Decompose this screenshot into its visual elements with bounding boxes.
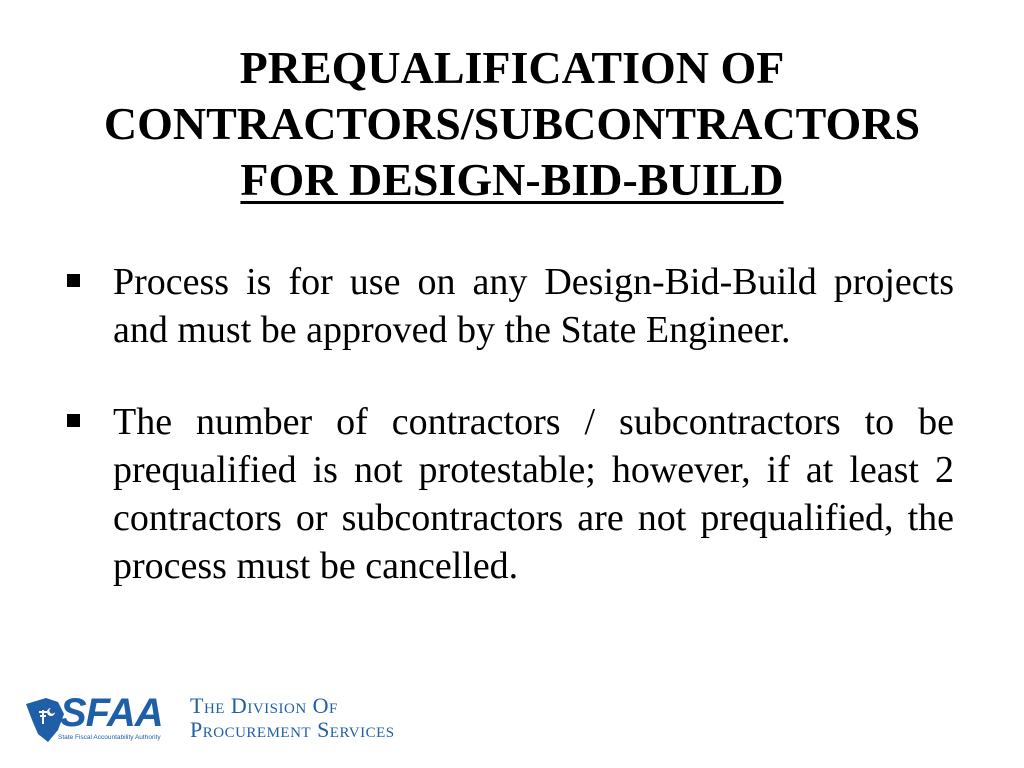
bullet-list (64, 258, 954, 634)
division-line-1: The Division Of (190, 693, 338, 718)
footer-logo (24, 690, 484, 750)
title-line-2: CONTRACTORS/SUBCONTRACTORS (103, 98, 921, 149)
title-line-3 (40, 152, 984, 208)
square-bullet-icon (67, 414, 80, 427)
bullet-item-2 (64, 398, 954, 590)
bullet-item-1 (64, 258, 954, 354)
sfaa-logo (24, 690, 184, 750)
logo-acronym: SFAA (60, 691, 163, 735)
division-line-2: Procurement Services (190, 717, 395, 742)
logo-caption: State Fiscal Accountability Authority (58, 734, 161, 741)
division-name (190, 694, 395, 742)
bullet-text-1: Process is for use on any Design-Bid-Build projects and must be approved by the State Engineer. (113, 261, 954, 351)
square-bullet-icon (67, 274, 80, 287)
title-line-1: PREQUALIFICATION OF (239, 42, 785, 93)
bullet-text-2: The number of contractors / subcontractors to be prequalified is not protestable; however, if at least 2 contractors or subcontractors are not prequalified, the process must be cancelled. (113, 401, 954, 587)
slide-title (40, 40, 984, 208)
title-line-3-text: FOR DESIGN-BID-BUILD (240, 154, 784, 205)
